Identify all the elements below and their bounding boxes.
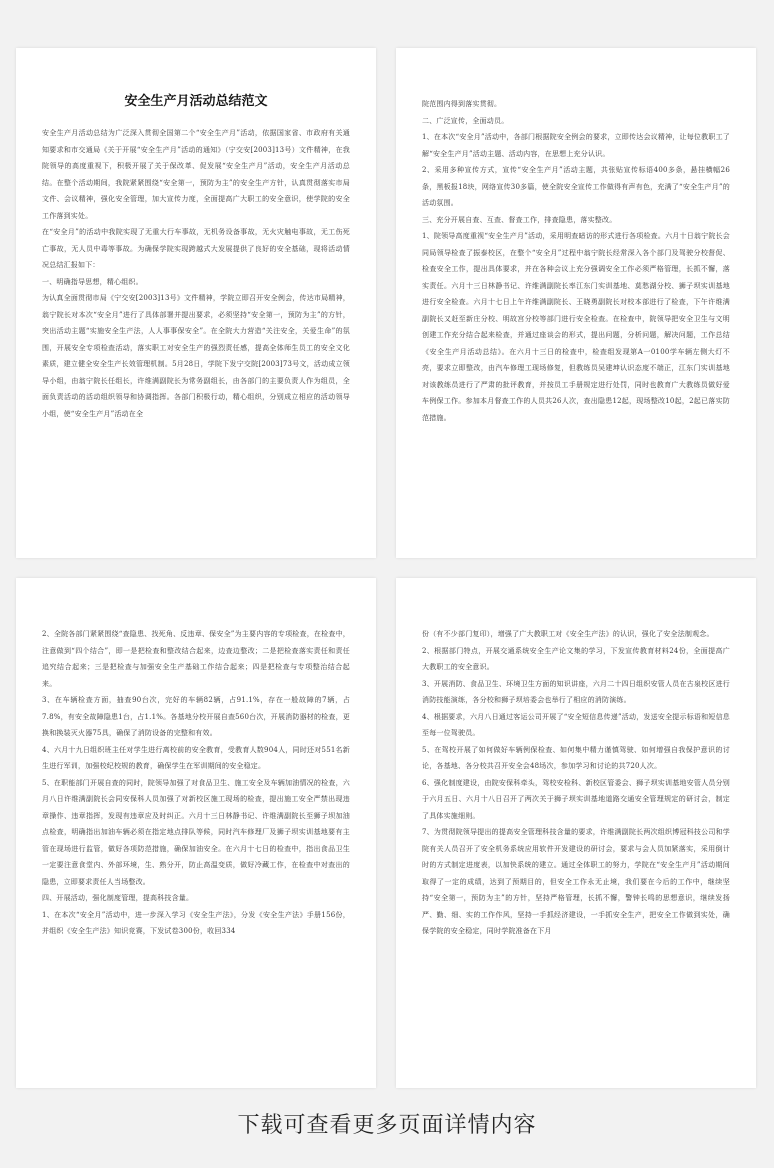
paragraph: 4、六月十九日组织班主任对学生进行离校前的安全教育，受教育人数904人，同时还对551名新生进行军训，加强校纪校规的教育，确保学生在军训期间的安全稳定。: [42, 745, 350, 770]
paragraph: 3、开展消防、食品卫生、环境卫生方面的知识讲座，六月二十四日组织安管人员在古泉校区进行消防技能演练，各分校和狮子坝培委会也举行了相应的消防演练。: [422, 679, 730, 704]
paragraph: 1、在本次“安全月”活动中，进一步深入学习《安全生产法》，分发《安全生产法》手册156份，并组织《安全生产法》知识竞赛，下发试卷300份，收回334: [42, 910, 350, 935]
section-heading: 三、充分开展自查、互查、督查工作，排查隐患，落实整改。: [422, 215, 617, 224]
paragraph: 6、强化制度建设，由院安保科牵头，驾校安检科、新校区管委会、狮子坝实训基地安管人员分别于六月五日、六月十八日召开了两次关于狮子坝实训基地道路交通安全管理规定的研讨会，制定了具体实施细则。: [422, 778, 730, 820]
section-heading: 二、广泛宣传，全面动员。: [422, 116, 509, 125]
paragraph: 为认真全面贯彻市局《宁交安[2003]13号》文件精神，学院立即召开安全例会，传达市局精神，翁宁院长对本次“安全月”进行了具体部署并提出要求，必须坚持“安全第一，预防为主”的方针，突出活动主题“实施安全生产法，人人事事保安全”。在全院大力营造“关注安全，关爱生命”的氛围，开展安全专项检查活动，落实职工对安全生产的强烈责任感，提高全体师生员工的安全文化素质，建立健全安全生产长效管理机制。5月28日，学院下发宁交院[2003]73号文，活动成立领导小组，由翁宁院长任组长，许维满副院长为常务副组长，由各部门的主要负责人作为组员，全面负责活动的活动组织领导和协调指挥。各部门积极行动，精心组织，分别成立相应的活动领导小组，使“安全生产月”活动在全: [42, 294, 350, 418]
paragraph: 2、根据部门特点，开展交通系统安全生产论文集的学习，下发宣传教育材料24份，全面提高广大教职工的安全意识。: [422, 646, 730, 671]
document-page-1: [16, 48, 376, 558]
document-page-3: [16, 578, 376, 1088]
paragraph: 安全生产月活动总结为广泛深入贯彻全国第二个“安全生产月”活动，依据国家省、市政府有关通知要求和市交通局《关于开展“安全生产月”活动的通知》（宁交安[2003]13号）文件精神，在我院领导的高度重视下，积极开展了关于保改革、促发展“安全生产月”活动，安全生产月活动总结。在整个活动期间，我院紧紧围绕“安全第一，预防为主”的安全生产方针，认真贯彻落实市局文件、会议精神，强化安全管理，加大宣传力度，全面提高广大职工的安全意识，使学院的安全工作落到实处。: [42, 129, 350, 220]
paragraph: 2、采用多种宣传方式，宣传“安全生产月”活动主题，共张贴宣传标语400多条，悬挂横幅26条，黑板报18块，网络宣传30多篇，使全院安全宣传工作做得有声有色，充满了“安全生产月”的活动氛围。: [422, 166, 730, 207]
paragraph: 1、院领导高度重视“安全生产月”活动，采用明查暗访的形式进行各项检查。六月十日翁宁院长会同局领导检查了振泰校区，在整个“安全月”过程中翁宁院长经常深入各个部门及驾驶分校督促、检查安全工作，提出具体要求，并在各种会议上充分强调安全工作必须严格管理，长抓不懈，落实责任。六月十三日林静书记、许维满副院长率江东门实训基地、莫愁湖分校、狮子坝实训基地进行安全检查。六月十七日上午许维满副院长、王晓勇副院长对校本部进行了检查，下午许维满副院长又赶至新庄分校、明故宫分校等部门进行安全检查。在检查中，院领导把安全卫生与文明创建工作充分结合起来检查，并通过座谈会的形式，提出问题，分析问题，解决问题，工作总结《安全生产月活动总结》。在六月十三日的检查中，检查组发现第A一0100学车辆左侧大灯不亮，要求立即整改，由汽车修理工现场修复，但教练员吴建坤认识态度不端正，江东门实训基地对该教练员进行了严肃的批评教育，并按员工手册规定进行处罚，同时也教育广大教练员做好爱车例保工作。参加本月督查工作的人员共26人次，查出隐患12起，现场整改10起，2起已落实防范措施。: [422, 232, 730, 422]
paragraph: 5、在驾校开展了如何做好车辆例保检查、如何集中精力谨慎驾驶、如何增强自我保护意识的讨论，各基地、各分校共召开安全会48场次，参加学习和讨论的共720人次。: [422, 745, 730, 770]
paragraph: 份（有不少部门复印），增强了广大教职工对《安全生产法》的认识，强化了安全法制观念。: [422, 630, 714, 638]
document-page-4: [396, 578, 756, 1088]
paragraph: 院范围内得到落实贯彻。: [422, 100, 502, 108]
document-title: 安全生产月活动总结范文: [124, 94, 268, 109]
paragraph: 2、全院各部门紧紧围绕“查隐患、找死角、反违章、保安全”为主要内容的专项检查，在检查中，注意做到“四个结合”，即一是把检查和整改结合起来，边查边整改；二是把检查落实责任和责任追究结合起来；三是把检查与加强安全生产基础工作结合起来；四是把检查与专项整治结合起来。: [42, 630, 350, 688]
section-heading: 一、明确指导思想，精心组织。: [42, 277, 143, 286]
section-heading: 四、开展活动，强化制度管理，提高科技含量。: [42, 894, 194, 902]
download-more-caption[interactable]: 下载可查看更多页面详情内容: [237, 1113, 537, 1138]
paragraph: 5、在职能部门开展自查的同时，院领导加强了对食品卫生、施工安全及车辆加油情况的检查，六月八日许维满副院长会同安保科人员加强了对新校区施工现场的检查，提出施工安全严禁出现违章操作、违章指挥，发现有违章应及时纠正。六月十三日林静书记、许维满副院长至狮子坝加油点检查，明确指出加油车辆必须在指定地点排队等候，同时汽车修理厂及狮子坝实训基地要有主管在现场进行监管，做好各项防范措施，确保加油安全。在六月十七日的检查中，指出食品卫生一定要注意食堂内、外部环境，生、熟分开，防止高温变质，做好冷藏工作，在检查中对查出的隐患，立即要求责任人当场整改。: [42, 778, 350, 886]
document-page-2: [396, 48, 756, 558]
paragraph: 4、根据要求，六月八日通过客运公司开展了“安全短信息传递”活动，发送安全提示标语和短信息至每一位驾驶员。: [422, 712, 730, 737]
paragraph: 3、在车辆检查方面，抽查90台次，完好的车辆82辆，占91.1%，存在一般故障的7辆，占7.8%，有安全故障隐患1台，占1.1%。各基地分校开展自查560台次，开展消防器材的检查，更换和换装灭火器75具，确保了消防设备的完整和有效。: [42, 696, 350, 737]
paragraph: 在“安全月”的活动中我院实现了无重大行车事故，无机务设备事故，无火灾触电事故，无工伤死亡事故，无人员中毒等事故。为确保学院实现跨越式大发展提供了良好的安全基础，现将活动情况总结汇报如下：: [42, 228, 350, 269]
paragraph: 1、在本次“安全月”活动中，各部门根据院安全例会的要求，立即传达会议精神，让每位教职工了解“安全生产月”活动主题、活动内容，在思想上充分认识。: [422, 133, 730, 158]
paragraph: 7、为贯彻院领导提出的提高安全管理科技含量的要求，许维满副院长两次组织博冠科技公司和学院有关人员召开了安全机务系统应用软件开发建设的研讨会，要求与会人员加紧落实，采用倒计时的方式制定进度表，以加快系统的建立。通过全体职工的努力，学院在“安全生产月”活动期间取得了一定的成绩，达到了预期目的，但安全工作永无止境，我们要在今后的工作中，继续坚持“安全第一，预防为主”的方针，坚持严格管理，长抓不懈，警钟长鸣的思想意识，继续发扬严、勤、细、实的工作作风，坚持一手抓经济建设，一手抓安全生产，把安全工作做到实处，确保学院的安全稳定，同时学院准备在下月: [422, 828, 730, 935]
